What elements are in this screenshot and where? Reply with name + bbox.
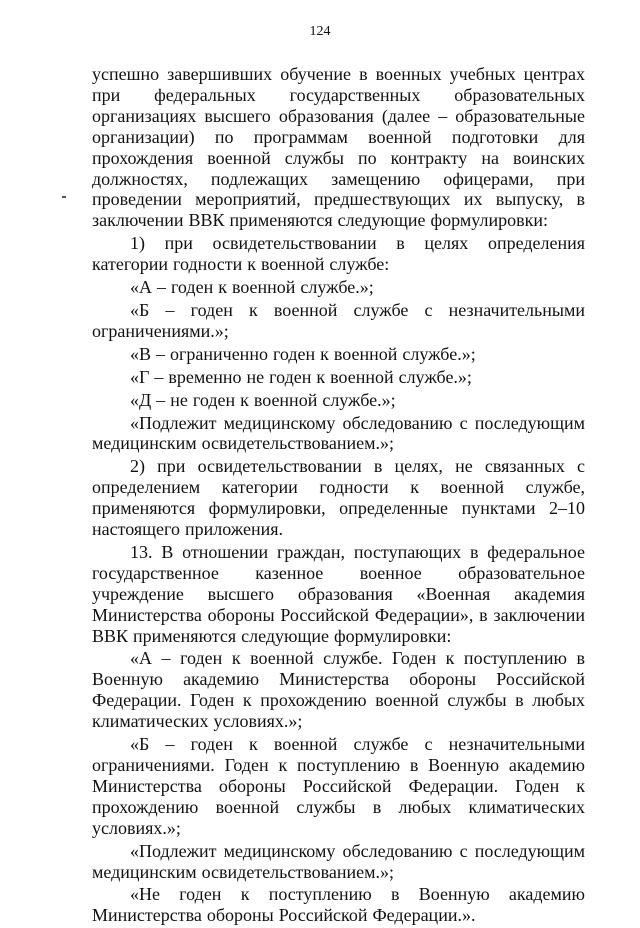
paragraph-academy-a: «А – годен к военной службе. Годен к поступлению в Военную академию Министерства обороны Российской Федерации. Годен к прохождению военной службы в любых климатических условиях.»; — [92, 648, 585, 732]
page-number: 124 — [309, 24, 331, 39]
paragraph-academy-unfit: «Не годен к поступлению в Военную академию Министерства обороны Российской Федерации.». — [92, 884, 585, 926]
paragraph-item-1: 1) при освидетельствовании в целях определения категории годности к военной службе: — [92, 233, 585, 275]
paragraph-academy-examination: «Подлежит медицинскому обследованию с последующим медицинским освидетельствованием.»; — [92, 840, 585, 882]
paragraph-academy-b: «Б – годен к военной службе с незначительными ограничениями. Годен к поступлению в Военную академию Министерства обороны Российской Федерации. Годен к прохождению военной службы в любых климатических условиях.»; — [92, 734, 585, 838]
paragraph-category-a: «А – годен к военной службе.»; — [130, 277, 374, 298]
document-body — [92, 64, 585, 928]
paragraph-category-g: «Г – временно не годен к военной службе.»; — [130, 366, 472, 387]
paragraph-category-d: «Д – не годен к военной службе.»; — [130, 389, 396, 410]
paragraph-category-b: «Б – годен к военной службе с незначительными ограничениями.»; — [92, 299, 585, 341]
paragraph-section-13: 13. В отношении граждан, поступающих в федеральное государственное казенное военное образовательное учреждение высшего образования «Военная академия Министерства обороны Российской Федерации», в заключении ВВК применяются следующие формулировки: — [92, 541, 585, 646]
paragraph-category-v: «В – ограниченно годен к военной службе.»; — [130, 343, 476, 364]
paragraph-item-2: 2) при освидетельствовании в целях, не связанных с определением категории годности к военной службе, применяются формулировки, определенные пунктами 2–10 настоящего приложения. — [92, 456, 585, 540]
paragraph-intro-continuation: успешно завершивших обучение в военных учебных центрах при федеральных государственных образовательных организациях высшего образования (далее – образовательные организации) по программам военной подготовки для прохождения военной службы по контракту на воинских должностях, подлежащих замещению офицерами, при проведении мероприятий, предшествующих их выпуску, в заключении ВВК применяются следующие формулировки: — [92, 64, 585, 231]
margin-mark — [62, 196, 66, 198]
paragraph-examination: «Подлежит медицинскому обследованию с последующим медицинским освидетельствованием.»; — [92, 412, 585, 454]
